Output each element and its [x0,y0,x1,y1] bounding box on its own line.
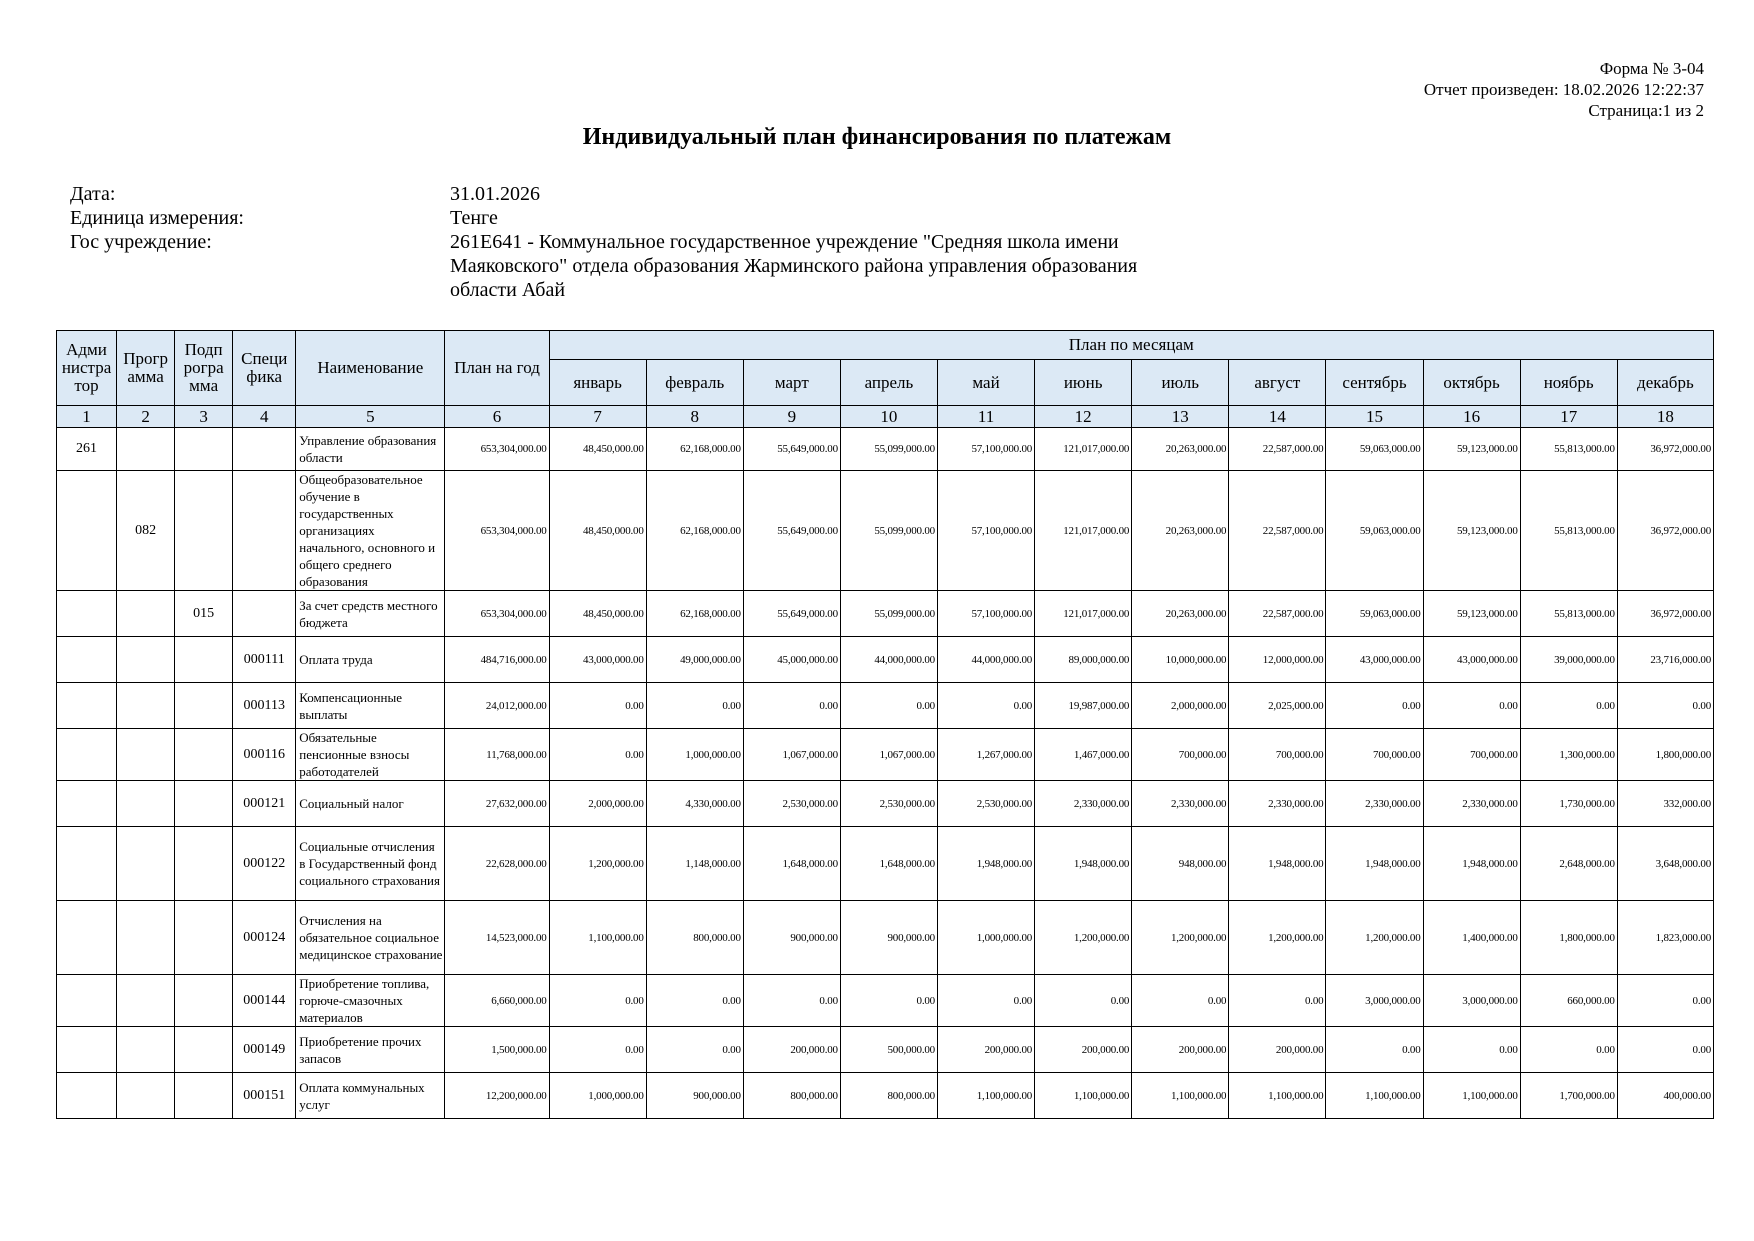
cell-month-value: 1,100,000.00 [1035,1073,1132,1119]
cell-specific [233,471,296,591]
cell-administrator: 261 [57,428,117,471]
cell-month-value: 22,587,000.00 [1229,471,1326,591]
cell-program [117,637,175,683]
header-month: октябрь [1423,360,1520,406]
cell-specific: 000122 [233,827,296,901]
cell-month-value: 400,000.00 [1617,1073,1713,1119]
cell-month-value: 48,450,000.00 [549,471,646,591]
cell-month-value: 0.00 [937,975,1034,1027]
cell-month-value: 900,000.00 [743,901,840,975]
cell-month-value: 0.00 [937,683,1034,729]
table-row [57,591,1714,637]
page-info: Страница:1 из 2 [1588,101,1704,120]
cell-administrator [57,729,117,781]
cell-month-value: 22,587,000.00 [1229,591,1326,637]
cell-month-value: 0.00 [1617,975,1713,1027]
cell-program [117,1027,175,1073]
cell-month-value: 0.00 [743,683,840,729]
cell-annual-plan: 14,523,000.00 [445,901,549,975]
header-month: август [1229,360,1326,406]
cell-annual-plan: 653,304,000.00 [445,471,549,591]
cell-month-value: 43,000,000.00 [549,637,646,683]
cell-month-value: 1,000,000.00 [549,1073,646,1119]
cell-month-value: 36,972,000.00 [1617,428,1713,471]
cell-specific: 000116 [233,729,296,781]
cell-month-value: 1,100,000.00 [937,1073,1034,1119]
form-number: Форма № 3-04 [1599,59,1704,78]
cell-month-value: 55,649,000.00 [743,428,840,471]
cell-specific: 000151 [233,1073,296,1119]
header-annual-plan: План на год [445,331,549,406]
header-name: Наименование [296,331,445,406]
document-title: Индивидуальный план финансирования по платежам [582,124,1172,150]
cell-administrator [57,591,117,637]
cell-month-value: 1,800,000.00 [1617,729,1713,781]
cell-month-value: 0.00 [1423,683,1520,729]
cell-subprogram [175,827,233,901]
cell-month-value: 1,823,000.00 [1617,901,1713,975]
table-row [57,1073,1714,1119]
cell-program: 082 [117,471,175,591]
header-month: июнь [1035,360,1132,406]
header-row-column-numbers [57,406,1714,428]
cell-month-value: 20,263,000.00 [1132,591,1229,637]
cell-administrator [57,781,117,827]
cell-name: Общеобразовательное обучение в государственных организациях начального, основного и общего среднего образования [296,471,445,591]
table-row [57,901,1714,975]
cell-month-value: 57,100,000.00 [937,471,1034,591]
institution-value: 261E641 - Коммунальное государственное учреждение "Средняя школа имени Маяковского" отдела образования Жарминского района управления образования области Абай [450,231,1138,301]
cell-month-value: 0.00 [549,975,646,1027]
table-row [57,428,1714,471]
header-administrator: Адми нистра тор [57,331,117,406]
cell-name: Приобретение топлива, горюче-смазочных материалов [296,975,445,1027]
date-value: 31.01.2026 [450,183,540,205]
header-column-number: 12 [1035,406,1132,428]
cell-month-value: 1,000,000.00 [646,729,743,781]
cell-annual-plan: 653,304,000.00 [445,591,549,637]
cell-name: Отчисления на обязательное социальное медицинское страхование [296,901,445,975]
header-month: февраль [646,360,743,406]
cell-administrator [57,683,117,729]
cell-name: Социальные отчисления в Государственный фонд социального страхования [296,827,445,901]
cell-month-value: 59,123,000.00 [1423,471,1520,591]
cell-administrator [57,827,117,901]
cell-month-value: 59,063,000.00 [1326,428,1423,471]
cell-month-value: 0.00 [1423,1027,1520,1073]
cell-month-value: 1,267,000.00 [937,729,1034,781]
cell-month-value: 0.00 [646,975,743,1027]
cell-administrator [57,471,117,591]
header-column-number: 10 [840,406,937,428]
meta-row-institution [70,230,1190,302]
cell-specific: 000149 [233,1027,296,1073]
cell-month-value: 0.00 [1520,683,1617,729]
cell-month-value: 1,200,000.00 [1229,901,1326,975]
cell-month-value: 59,063,000.00 [1326,471,1423,591]
cell-program [117,591,175,637]
cell-month-value: 0.00 [1617,683,1713,729]
cell-month-value: 2,648,000.00 [1520,827,1617,901]
cell-name: Компенсационные выплаты [296,683,445,729]
cell-name: Управление образования области [296,428,445,471]
cell-month-value: 1,200,000.00 [1132,901,1229,975]
cell-month-value: 121,017,000.00 [1035,471,1132,591]
cell-annual-plan: 27,632,000.00 [445,781,549,827]
cell-month-value: 1,648,000.00 [743,827,840,901]
cell-annual-plan: 6,660,000.00 [445,975,549,1027]
header-column-number: 14 [1229,406,1326,428]
report-generated: Отчет произведен: 18.02.2026 12:22:37 [1423,80,1704,99]
cell-annual-plan: 12,200,000.00 [445,1073,549,1119]
cell-month-value: 1,800,000.00 [1520,901,1617,975]
cell-month-value: 55,099,000.00 [840,591,937,637]
table-row [57,637,1714,683]
unit-value: Тенге [450,207,498,229]
cell-annual-plan: 11,768,000.00 [445,729,549,781]
cell-month-value: 62,168,000.00 [646,428,743,471]
header-subprogram: Подп рогра мма [175,331,233,406]
cell-program [117,428,175,471]
cell-month-value: 332,000.00 [1617,781,1713,827]
cell-subprogram [175,1073,233,1119]
cell-program [117,827,175,901]
cell-month-value: 20,263,000.00 [1132,471,1229,591]
cell-month-value: 800,000.00 [840,1073,937,1119]
cell-month-value: 62,168,000.00 [646,471,743,591]
cell-month-value: 59,063,000.00 [1326,591,1423,637]
cell-month-value: 0.00 [646,1027,743,1073]
cell-month-value: 55,813,000.00 [1520,471,1617,591]
cell-month-value: 55,099,000.00 [840,428,937,471]
cell-subprogram [175,729,233,781]
header-month: май [937,360,1034,406]
cell-program [117,901,175,975]
cell-month-value: 43,000,000.00 [1423,637,1520,683]
cell-annual-plan: 484,716,000.00 [445,637,549,683]
header-column-number: 5 [296,406,445,428]
cell-month-value: 1,948,000.00 [1035,827,1132,901]
header-month: март [743,360,840,406]
cell-month-value: 44,000,000.00 [937,637,1034,683]
cell-month-value: 3,000,000.00 [1326,975,1423,1027]
cell-month-value: 62,168,000.00 [646,591,743,637]
cell-month-value: 3,648,000.00 [1617,827,1713,901]
cell-name: Обязательные пенсионные взносы работодателей [296,729,445,781]
cell-month-value: 1,100,000.00 [1423,1073,1520,1119]
unit-label: Единица измерения: [70,207,244,229]
report-header-info [1004,58,1704,121]
cell-month-value: 2,330,000.00 [1132,781,1229,827]
cell-annual-plan: 24,012,000.00 [445,683,549,729]
cell-month-value: 44,000,000.00 [840,637,937,683]
header-column-number: 11 [937,406,1034,428]
header-column-number: 8 [646,406,743,428]
cell-month-value: 57,100,000.00 [937,428,1034,471]
cell-month-value: 800,000.00 [646,901,743,975]
cell-month-value: 59,123,000.00 [1423,591,1520,637]
cell-month-value: 900,000.00 [646,1073,743,1119]
cell-month-value: 1,100,000.00 [1326,1073,1423,1119]
cell-month-value: 0.00 [840,975,937,1027]
cell-month-value: 20,263,000.00 [1132,428,1229,471]
cell-subprogram [175,471,233,591]
header-column-number: 17 [1520,406,1617,428]
cell-month-value: 1,400,000.00 [1423,901,1520,975]
cell-month-value: 1,300,000.00 [1520,729,1617,781]
cell-month-value: 2,530,000.00 [743,781,840,827]
cell-specific: 000113 [233,683,296,729]
cell-month-value: 1,100,000.00 [1229,1073,1326,1119]
cell-subprogram [175,683,233,729]
header-column-number: 6 [445,406,549,428]
cell-month-value: 0.00 [1326,683,1423,729]
cell-month-value: 89,000,000.00 [1035,637,1132,683]
header-specific: Специ фика [233,331,296,406]
table-row [57,471,1714,591]
cell-month-value: 1,000,000.00 [937,901,1034,975]
cell-month-value: 1,200,000.00 [1035,901,1132,975]
cell-month-value: 48,450,000.00 [549,428,646,471]
cell-month-value: 0.00 [1617,1027,1713,1073]
cell-month-value: 700,000.00 [1326,729,1423,781]
cell-subprogram [175,781,233,827]
cell-month-value: 500,000.00 [840,1027,937,1073]
cell-subprogram [175,1027,233,1073]
cell-name: Оплата труда [296,637,445,683]
cell-month-value: 200,000.00 [1132,1027,1229,1073]
cell-month-value: 2,530,000.00 [840,781,937,827]
date-label: Дата: [70,183,116,205]
header-column-number: 1 [57,406,117,428]
cell-month-value: 2,330,000.00 [1035,781,1132,827]
cell-month-value: 200,000.00 [937,1027,1034,1073]
header-column-number: 15 [1326,406,1423,428]
cell-administrator [57,901,117,975]
cell-month-value: 0.00 [1326,1027,1423,1073]
cell-month-value: 700,000.00 [1423,729,1520,781]
header-row-main [57,331,1714,360]
cell-month-value: 55,099,000.00 [840,471,937,591]
cell-month-value: 1,948,000.00 [1326,827,1423,901]
cell-specific: 000111 [233,637,296,683]
cell-month-value: 1,200,000.00 [549,827,646,901]
cell-subprogram [175,637,233,683]
cell-month-value: 12,000,000.00 [1229,637,1326,683]
header-column-number: 18 [1617,406,1713,428]
cell-month-value: 121,017,000.00 [1035,428,1132,471]
header-month: ноябрь [1520,360,1617,406]
cell-name: Оплата коммунальных услуг [296,1073,445,1119]
financing-plan-table [56,330,1714,1119]
table-row [57,1027,1714,1073]
cell-month-value: 1,467,000.00 [1035,729,1132,781]
cell-annual-plan: 1,500,000.00 [445,1027,549,1073]
cell-program [117,975,175,1027]
cell-month-value: 48,450,000.00 [549,591,646,637]
cell-month-value: 1,648,000.00 [840,827,937,901]
cell-annual-plan: 653,304,000.00 [445,428,549,471]
header-month: декабрь [1617,360,1713,406]
cell-month-value: 0.00 [549,729,646,781]
header-column-number: 16 [1423,406,1520,428]
table-body [57,428,1714,1119]
table-row [57,975,1714,1027]
cell-month-value: 700,000.00 [1229,729,1326,781]
cell-month-value: 36,972,000.00 [1617,471,1713,591]
cell-program [117,781,175,827]
cell-program [117,1073,175,1119]
meta-row-date [70,182,1190,206]
cell-month-value: 0.00 [1132,975,1229,1027]
cell-month-value: 43,000,000.00 [1326,637,1423,683]
cell-month-value: 2,025,000.00 [1229,683,1326,729]
cell-name: За счет средств местного бюджета [296,591,445,637]
cell-name: Приобретение прочих запасов [296,1027,445,1073]
cell-month-value: 1,948,000.00 [937,827,1034,901]
cell-program [117,729,175,781]
cell-specific: 000124 [233,901,296,975]
cell-administrator [57,1027,117,1073]
cell-month-value: 1,100,000.00 [1132,1073,1229,1119]
cell-month-value: 45,000,000.00 [743,637,840,683]
cell-subprogram [175,975,233,1027]
institution-label: Гос учреждение: [70,231,212,253]
cell-month-value: 0.00 [840,683,937,729]
cell-month-value: 0.00 [549,1027,646,1073]
cell-month-value: 2,330,000.00 [1326,781,1423,827]
table-row [57,827,1714,901]
cell-month-value: 900,000.00 [840,901,937,975]
header-column-number: 4 [233,406,296,428]
header-month: апрель [840,360,937,406]
header-column-number: 2 [117,406,175,428]
cell-month-value: 1,730,000.00 [1520,781,1617,827]
cell-administrator [57,975,117,1027]
header-month: июль [1132,360,1229,406]
cell-month-value: 0.00 [1229,975,1326,1027]
cell-month-value: 2,530,000.00 [937,781,1034,827]
cell-month-value: 22,587,000.00 [1229,428,1326,471]
cell-month-value: 660,000.00 [1520,975,1617,1027]
cell-month-value: 0.00 [1035,975,1132,1027]
cell-subprogram [175,901,233,975]
cell-month-value: 23,716,000.00 [1617,637,1713,683]
cell-month-value: 1,067,000.00 [743,729,840,781]
cell-name: Социальный налог [296,781,445,827]
cell-annual-plan: 22,628,000.00 [445,827,549,901]
cell-month-value: 1,948,000.00 [1423,827,1520,901]
cell-month-value: 3,000,000.00 [1423,975,1520,1027]
header-column-number: 9 [743,406,840,428]
cell-month-value: 0.00 [1520,1027,1617,1073]
cell-month-value: 55,813,000.00 [1520,591,1617,637]
meta-row-unit [70,206,1190,230]
cell-month-value: 59,123,000.00 [1423,428,1520,471]
cell-month-value: 200,000.00 [743,1027,840,1073]
cell-month-value: 10,000,000.00 [1132,637,1229,683]
table-row [57,781,1714,827]
table-row [57,729,1714,781]
cell-month-value: 1,148,000.00 [646,827,743,901]
cell-month-value: 2,000,000.00 [1132,683,1229,729]
header-monthly-plan: План по месяцам [549,331,1713,360]
header-program: Прогр амма [117,331,175,406]
cell-month-value: 2,000,000.00 [549,781,646,827]
cell-administrator [57,637,117,683]
header-column-number: 7 [549,406,646,428]
cell-month-value: 0.00 [646,683,743,729]
cell-month-value: 0.00 [549,683,646,729]
cell-subprogram: 015 [175,591,233,637]
cell-month-value: 55,649,000.00 [743,471,840,591]
table-row [57,683,1714,729]
cell-administrator [57,1073,117,1119]
cell-month-value: 1,067,000.00 [840,729,937,781]
cell-month-value: 0.00 [743,975,840,1027]
cell-month-value: 2,330,000.00 [1229,781,1326,827]
cell-month-value: 55,813,000.00 [1520,428,1617,471]
cell-program [117,683,175,729]
header-column-number: 3 [175,406,233,428]
cell-month-value: 19,987,000.00 [1035,683,1132,729]
cell-month-value: 1,948,000.00 [1229,827,1326,901]
cell-month-value: 4,330,000.00 [646,781,743,827]
cell-month-value: 948,000.00 [1132,827,1229,901]
cell-month-value: 49,000,000.00 [646,637,743,683]
cell-month-value: 55,649,000.00 [743,591,840,637]
cell-month-value: 1,100,000.00 [549,901,646,975]
cell-month-value: 200,000.00 [1229,1027,1326,1073]
cell-month-value: 1,200,000.00 [1326,901,1423,975]
cell-specific: 000144 [233,975,296,1027]
cell-month-value: 57,100,000.00 [937,591,1034,637]
header-month: сентябрь [1326,360,1423,406]
cell-month-value: 121,017,000.00 [1035,591,1132,637]
cell-specific: 000121 [233,781,296,827]
cell-month-value: 200,000.00 [1035,1027,1132,1073]
meta-block [70,182,1190,302]
cell-month-value: 39,000,000.00 [1520,637,1617,683]
cell-subprogram [175,428,233,471]
cell-month-value: 1,700,000.00 [1520,1073,1617,1119]
header-column-number: 13 [1132,406,1229,428]
cell-month-value: 36,972,000.00 [1617,591,1713,637]
cell-month-value: 700,000.00 [1132,729,1229,781]
cell-specific [233,591,296,637]
header-month: январь [549,360,646,406]
cell-month-value: 2,330,000.00 [1423,781,1520,827]
cell-specific [233,428,296,471]
cell-month-value: 800,000.00 [743,1073,840,1119]
